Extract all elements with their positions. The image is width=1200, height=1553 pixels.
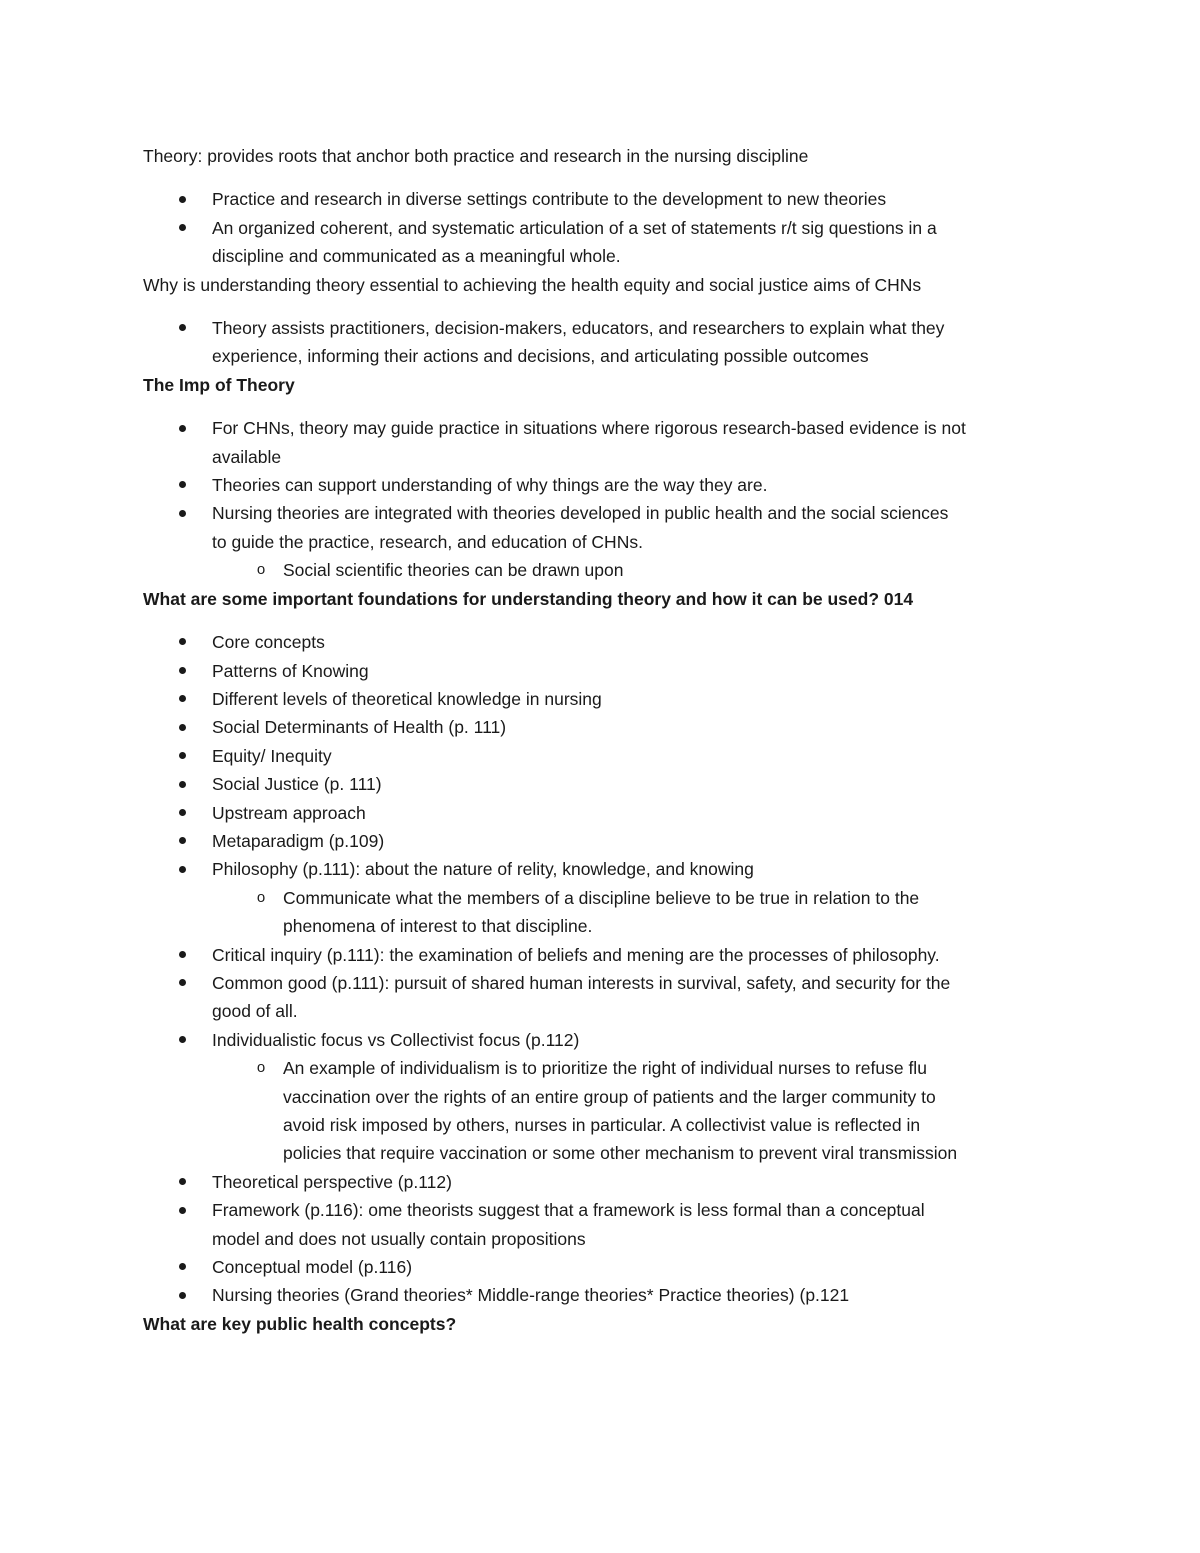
bullet-icon (175, 941, 189, 969)
list-item: Individualistic focus vs Collectivist focus (p.112) o An example of individualism is to prioritize the right of individual nurses to refuse flu vaccination over the rights of an entire group of patients and the larger community to avoid risk imposed by others, nurses in particular. A collectivist value is reflected in policies that require vaccination or some other mechanism to prevent viral transmission (143, 1026, 1063, 1168)
bullet-icon (175, 657, 189, 685)
theory-definition-paragraph: Theory: provides roots that anchor both practice and research in the nursing discipline (143, 146, 809, 166)
list-item: Theoretical perspective (p.112) (143, 1168, 1063, 1196)
bullet-icon (175, 742, 189, 770)
bullet-icon (175, 770, 189, 798)
bullet-icon (175, 314, 189, 342)
list-item: For CHNs, theory may guide practice in situations where rigorous research-based evidence is not available (143, 414, 1063, 471)
bullet-icon (175, 685, 189, 713)
list-item: Nursing theories (Grand theories* Middle-range theories* Practice theories) (p.121 (143, 1281, 1063, 1309)
hollow-bullet-icon: o (256, 888, 266, 906)
list-item: Philosophy (p.111): about the nature of relity, knowledge, and knowing o Communicate what the members of a discipline believe to be true in relation to the phenomena of interest to that discipline. (143, 855, 1063, 940)
bullet-icon (175, 1196, 189, 1224)
public-health-concepts-heading: What are key public health concepts? (143, 1313, 457, 1334)
bullet-icon (175, 628, 189, 656)
list-item: Nursing theories are integrated with theories developed in public health and the social sciences to guide the practice, research, and education of CHNs. o Social scientific theories can be drawn upon (143, 499, 1063, 584)
bullet-icon (175, 1026, 189, 1054)
theory-definition-list (143, 185, 1063, 270)
list-item: Theories can support understanding of why things are the way they are. (143, 471, 1063, 499)
list-item: Patterns of Knowing (143, 657, 1063, 685)
list-item: Social Justice (p. 111) (143, 770, 1063, 798)
sub-list (212, 884, 1063, 941)
list-item: Social Determinants of Health (p. 111) (143, 713, 1063, 741)
bullet-icon (175, 1168, 189, 1196)
bullet-icon (175, 713, 189, 741)
sub-list-item: o An example of individualism is to prioritize the right of individual nurses to refuse flu vaccination over the rights of an entire group of patients and the larger community to avoid risk imposed by others, nurses in particular. A collectivist value is reflected in policies that require vaccination or some other mechanism to prevent viral transmission (212, 1054, 1063, 1168)
bullet-icon (175, 414, 189, 442)
list-item: Framework (p.116): ome theorists suggest that a framework is less formal than a conceptual model and does not usually contain propositions (143, 1196, 1063, 1253)
list-item: An organized coherent, and systematic articulation of a set of statements r/t sig questions in a discipline and communicated as a meaningful whole. (143, 214, 1063, 271)
bullet-icon (175, 1281, 189, 1309)
bullet-icon (175, 499, 189, 527)
list-item: Conceptual model (p.116) (143, 1253, 1063, 1281)
list-item: Common good (p.111): pursuit of shared human interests in survival, safety, and security for the good of all. (143, 969, 1063, 1026)
list-item: Core concepts (143, 628, 1063, 656)
list-item: Theory assists practitioners, decision-makers, educators, and researchers to explain what they experience, informing their actions and decisions, and articulating possible outcomes (143, 314, 1063, 371)
sub-list-item: o Communicate what the members of a discipline believe to be true in relation to the phenomena of interest to that discipline. (212, 884, 1063, 941)
bullet-icon (175, 969, 189, 997)
list-item: Upstream approach (143, 799, 1063, 827)
list-item: Different levels of theoretical knowledge in nursing (143, 685, 1063, 713)
sub-list-item: o Social scientific theories can be drawn upon (212, 556, 1063, 584)
foundations-list (143, 628, 1063, 1310)
list-item: Equity/ Inequity (143, 742, 1063, 770)
hollow-bullet-icon: o (256, 561, 266, 579)
why-theory-paragraph: Why is understanding theory essential to achieving the health equity and social justice aims of CHNs (143, 274, 922, 295)
bullet-icon (175, 471, 189, 499)
why-theory-list (143, 314, 1063, 371)
bullet-icon (175, 827, 189, 855)
bullet-icon (175, 214, 189, 242)
list-item: Metaparadigm (p.109) (143, 827, 1063, 855)
imp-of-theory-list (143, 414, 1063, 584)
foundations-heading: What are some important foundations for understanding theory and how it can be used? 014 (143, 588, 914, 609)
bullet-icon (175, 185, 189, 213)
bullet-icon (175, 1253, 189, 1281)
sub-list (212, 556, 1063, 584)
list-item: Practice and research in diverse settings contribute to the development to new theories (143, 185, 1063, 213)
imp-of-theory-heading: The Imp of Theory (143, 374, 295, 395)
bullet-icon (175, 799, 189, 827)
bullet-icon (175, 855, 189, 883)
list-item: Critical inquiry (p.111): the examination of beliefs and mening are the processes of philosophy. (143, 941, 1063, 969)
hollow-bullet-icon: o (256, 1059, 266, 1077)
document-body (143, 142, 1063, 1338)
sub-list (212, 1054, 1063, 1168)
